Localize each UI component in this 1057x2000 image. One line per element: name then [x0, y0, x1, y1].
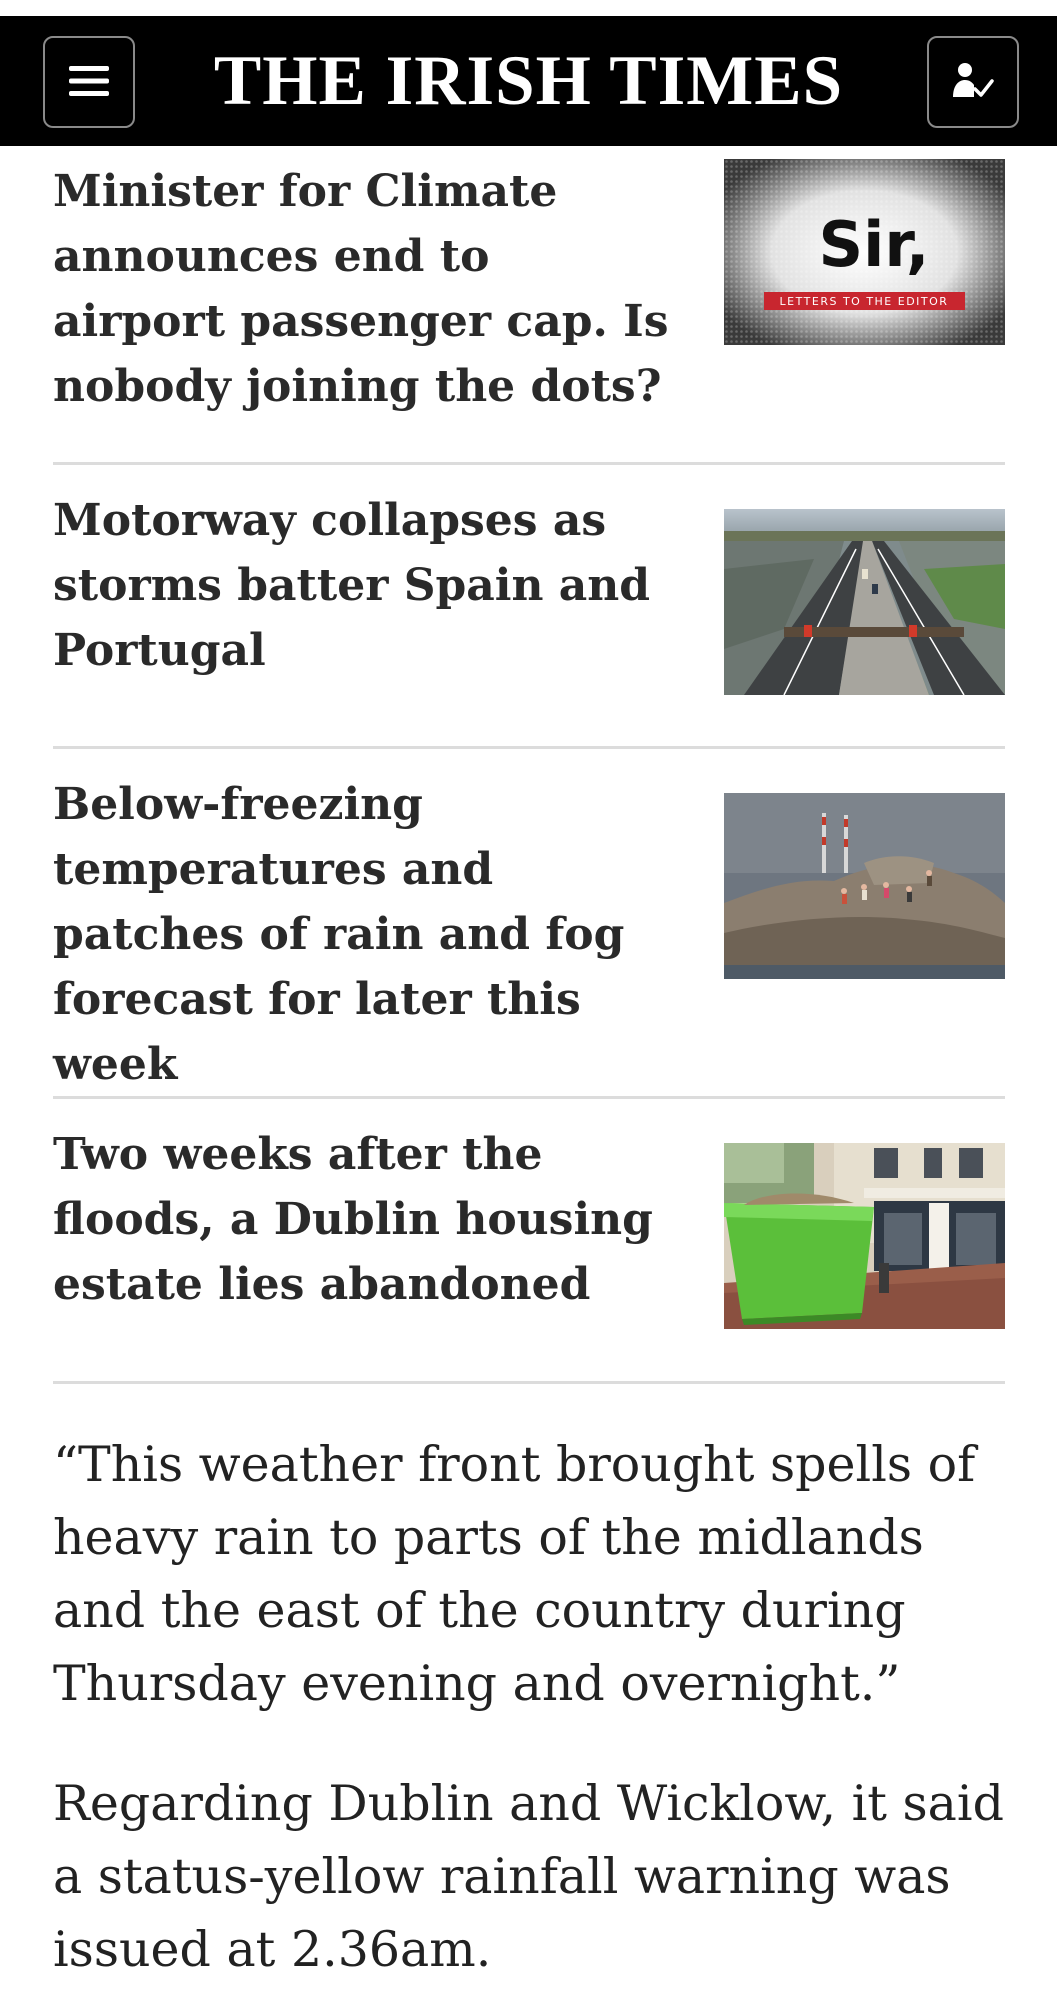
rocky-coast-swimmers-image[interactable] — [724, 793, 1005, 979]
letters-to-the-editor-image[interactable] — [724, 159, 1005, 345]
account-button[interactable] — [927, 36, 1019, 128]
article-title[interactable]: Minister for Climate announces end to airport passenger cap. Is nobody joining the dots? — [53, 166, 669, 412]
related-articles-list — [53, 146, 1005, 1384]
user-check-icon — [951, 61, 995, 104]
body-paragraph: Regarding Dublin and Wicklow, it said a status-yellow rainfall warning was issued at 2.36am. — [53, 1775, 1004, 1978]
site-logo[interactable]: THE IRISH TIMES — [213, 41, 844, 120]
body-paragraph: “This weather front brought spells of heavy rain to parts of the midlands and the east of the country during Thursday evening and overnight.” — [53, 1436, 976, 1712]
article-title[interactable]: Two weeks after the floods, a Dublin housing estate lies abandoned — [53, 1129, 653, 1310]
article-item-airport-cap[interactable] — [53, 146, 1005, 465]
article-item-freezing-forecast[interactable] — [53, 749, 1005, 1099]
status-bar-strip — [0, 0, 1057, 16]
site-header — [0, 16, 1057, 146]
menu-button[interactable] — [43, 36, 135, 128]
green-skip-housing-estate-image[interactable] — [724, 1143, 1005, 1329]
article-item-dublin-floods[interactable] — [53, 1099, 1005, 1384]
thumb-banner: LETTERS TO THE EDITOR — [779, 295, 949, 308]
hamburger-menu-icon — [69, 65, 109, 100]
collapsed-motorway-image[interactable] — [724, 509, 1005, 695]
article-title[interactable]: Motorway collapses as storms batter Spain and Portugal — [53, 495, 651, 676]
article-title[interactable]: Below-freezing temperatures and patches of rain and fog forecast for later this week — [53, 779, 625, 1090]
thumb-heading: Sir, — [818, 208, 930, 281]
article-item-motorway-collapse[interactable] — [53, 465, 1005, 749]
